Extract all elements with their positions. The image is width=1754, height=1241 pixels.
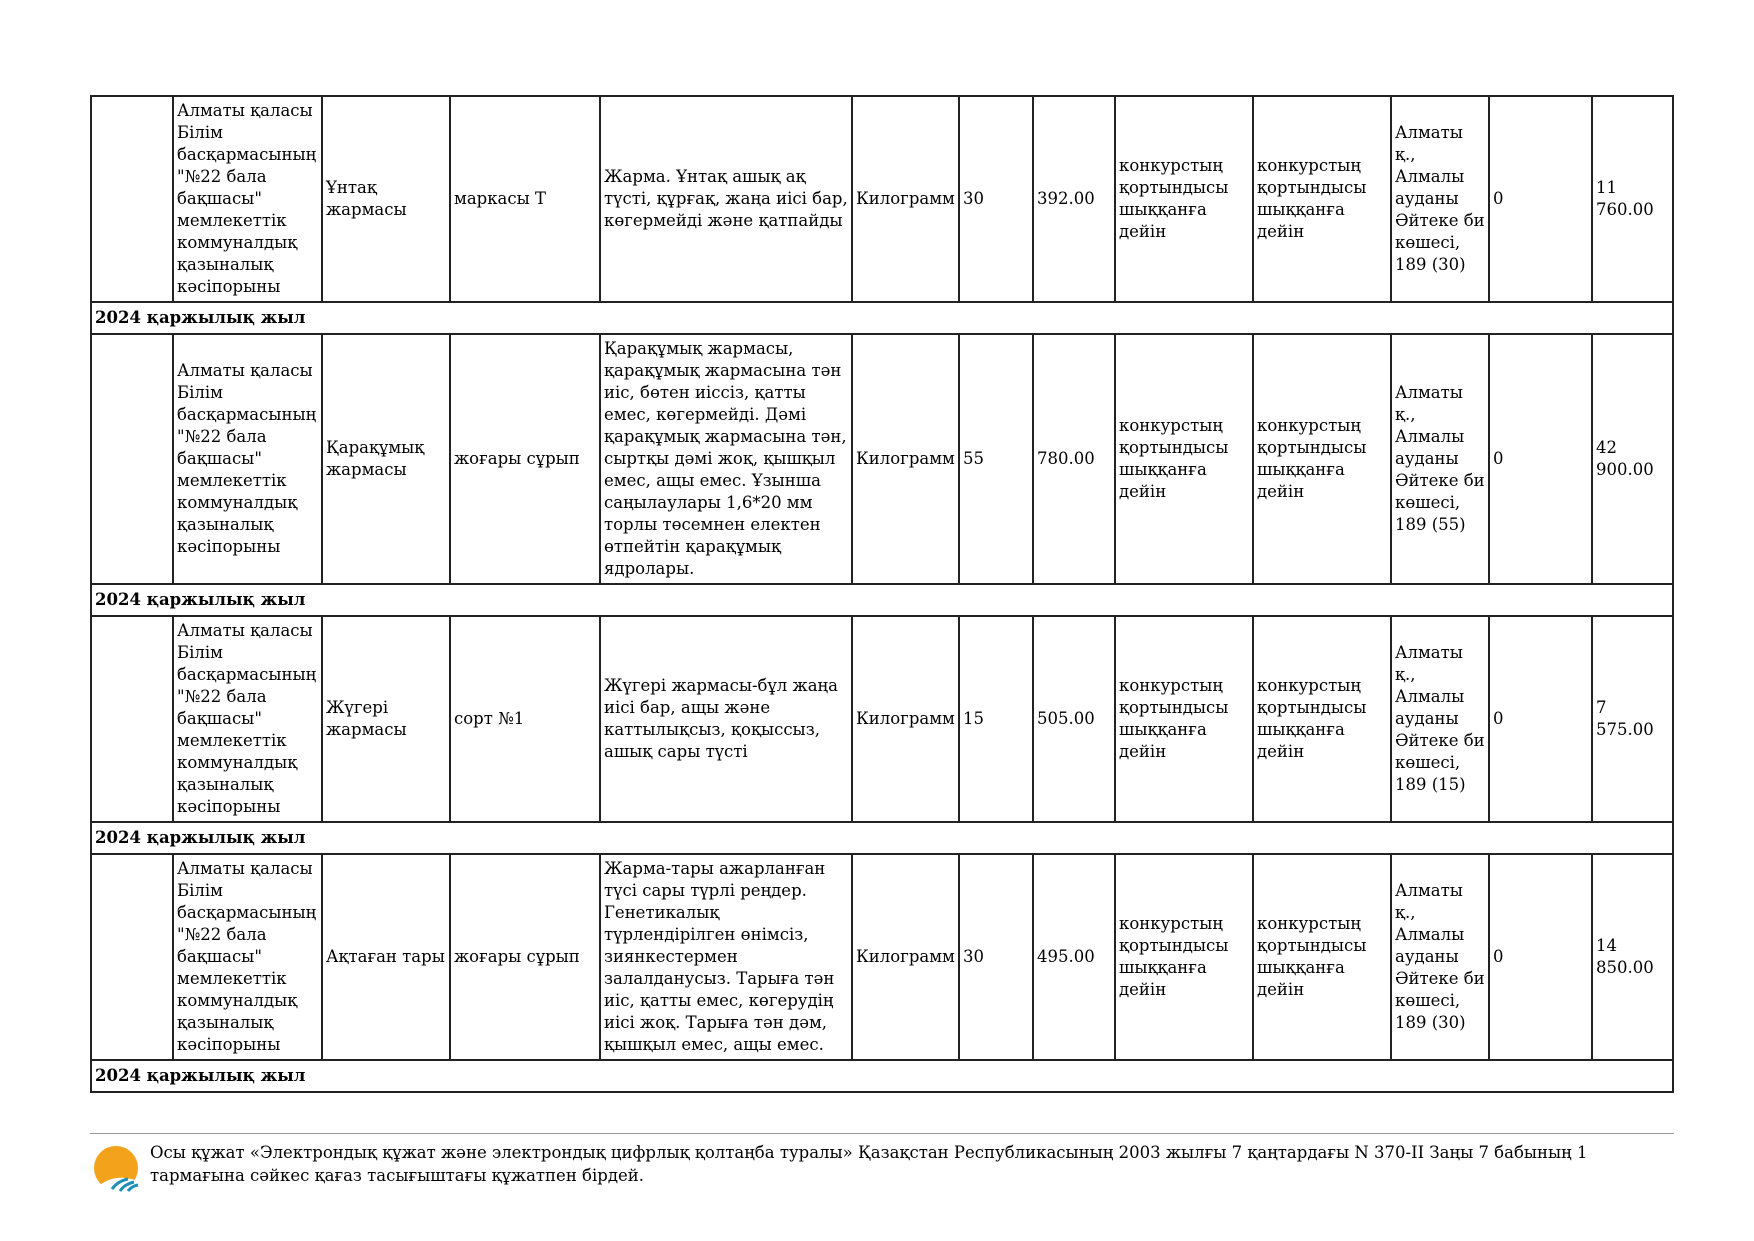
row-number-cell — [91, 854, 173, 1060]
term-cell: конкурстың қортындысы шыққанға дейін — [1115, 854, 1253, 1060]
advance-cell: 0 — [1489, 96, 1592, 302]
unit-cell: Килограмм — [852, 334, 959, 584]
delivery-term-cell: конкурстың қортындысы шыққанға дейін — [1253, 616, 1391, 822]
advance-cell: 0 — [1489, 854, 1592, 1060]
table-row — [91, 616, 1673, 822]
fiscal-year-label: 2024 қаржылық жыл — [91, 822, 1673, 854]
fiscal-year-label: 2024 қаржылық жыл — [91, 1060, 1673, 1092]
quantity-cell: 30 — [959, 96, 1033, 302]
egov-sun-logo-icon — [92, 1143, 142, 1193]
item-name-cell: Жүгері жармасы — [322, 616, 450, 822]
amount-cell: 42 900.00 — [1592, 334, 1673, 584]
delivery-term-cell: конкурстың қортындысы шыққанға дейін — [1253, 96, 1391, 302]
row-number-cell — [91, 334, 173, 584]
item-name-cell: Қарақұмық жармасы — [322, 334, 450, 584]
row-number-cell — [91, 616, 173, 822]
amount-cell: 7 575.00 — [1592, 616, 1673, 822]
quantity-cell: 30 — [959, 854, 1033, 1060]
advance-cell: 0 — [1489, 334, 1592, 584]
address-cell: Алматы қ., Алмалы ауданы Әйтеке би көшесі, 189 (30) — [1391, 854, 1489, 1060]
organization-cell: Алматы қаласы Білім басқармасының "№22 бала бақшасы" мемлекеттік коммуналдық қазыналық кәсіпорыны — [173, 334, 322, 584]
amount-cell: 14 850.00 — [1592, 854, 1673, 1060]
procurement-table — [90, 95, 1674, 1093]
footer-legal-text: Осы құжат «Электрондық құжат және электрондық цифрлық қолтаңба туралы» Қазақстан Республикасының 2003 жылғы 7 қаңтардағы N 370-II Заңы 7 бабының 1 тармағына сәйкес қағаз тасығыштағы құжатпен бірдей. — [150, 1143, 1588, 1185]
price-cell: 505.00 — [1033, 616, 1115, 822]
year-row — [91, 584, 1673, 616]
characteristic-cell: сорт №1 — [450, 616, 600, 822]
description-cell: Жүгері жармасы-бұл жаңа иісі бар, ащы және каттылықсыз, қоқыссыз, ашық сары түсті — [600, 616, 852, 822]
year-row — [91, 302, 1673, 334]
characteristic-cell: жоғары сұрып — [450, 854, 600, 1060]
quantity-cell: 55 — [959, 334, 1033, 584]
quantity-cell: 15 — [959, 616, 1033, 822]
fiscal-year-label: 2024 қаржылық жыл — [91, 584, 1673, 616]
year-row — [91, 1060, 1673, 1092]
address-cell: Алматы қ., Алмалы ауданы Әйтеке би көшесі, 189 (30) — [1391, 96, 1489, 302]
delivery-term-cell: конкурстың қортындысы шыққанға дейін — [1253, 854, 1391, 1060]
address-cell: Алматы қ., Алмалы ауданы Әйтеке би көшесі, 189 (15) — [1391, 616, 1489, 822]
unit-cell: Килограмм — [852, 96, 959, 302]
year-row — [91, 822, 1673, 854]
price-cell: 780.00 — [1033, 334, 1115, 584]
characteristic-cell: маркасы Т — [450, 96, 600, 302]
address-cell: Алматы қ., Алмалы ауданы Әйтеке би көшесі, 189 (55) — [1391, 334, 1489, 584]
description-cell: Жарма. Ұнтақ ашық ақ түсті, құрғақ, жаңа иісі бар, көгермейді және қатпайды — [600, 96, 852, 302]
advance-cell: 0 — [1489, 616, 1592, 822]
price-cell: 392.00 — [1033, 96, 1115, 302]
delivery-term-cell: конкурстың қортындысы шыққанға дейін — [1253, 334, 1391, 584]
item-name-cell: Ақтаған тары — [322, 854, 450, 1060]
characteristic-cell: жоғары сұрып — [450, 334, 600, 584]
unit-cell: Килограмм — [852, 854, 959, 1060]
item-name-cell: Ұнтақ жармасы — [322, 96, 450, 302]
organization-cell: Алматы қаласы Білім басқармасының "№22 бала бақшасы" мемлекеттік коммуналдық қазыналық кәсіпорыны — [173, 854, 322, 1060]
price-cell: 495.00 — [1033, 854, 1115, 1060]
term-cell: конкурстың қортындысы шыққанға дейін — [1115, 96, 1253, 302]
organization-cell: Алматы қаласы Білім басқармасының "№22 бала бақшасы" мемлекеттік коммуналдық қазыналық кәсіпорыны — [173, 616, 322, 822]
fiscal-year-label: 2024 қаржылық жыл — [91, 302, 1673, 334]
amount-cell: 11 760.00 — [1592, 96, 1673, 302]
term-cell: конкурстың қортындысы шыққанға дейін — [1115, 334, 1253, 584]
footer-divider — [90, 1133, 1674, 1134]
table-row — [91, 96, 1673, 302]
row-number-cell — [91, 96, 173, 302]
description-cell: Жарма-тары ажарланған түсі сары түрлі реңдер. Генетикалық түрлендірілген өнімсіз, зиянкестермен залалданусыз. Тарыға тән иіс, қатты емес, көгерудің иісі жоқ. Тарыға тән дәм, қышқыл емес, ащы емес. — [600, 854, 852, 1060]
organization-cell: Алматы қаласы Білім басқармасының "№22 бала бақшасы" мемлекеттік коммуналдық қазыналық кәсіпорыны — [173, 96, 322, 302]
unit-cell: Килограмм — [852, 616, 959, 822]
description-cell: Қарақұмық жармасы, қарақұмық жармасына тән иіс, бөтен иіссіз, қатты емес, көгермейді. Дәмі қарақұмық жармасына тән, сыртқы дәмі жоқ, қышқыл емес, ащы емес. Ұзынша саңылаулары 1,6*20 мм торлы төсемнен електен өтпейтін қарақұмық ядролары. — [600, 334, 852, 584]
table-row — [91, 854, 1673, 1060]
term-cell: конкурстың қортындысы шыққанға дейін — [1115, 616, 1253, 822]
table-row — [91, 334, 1673, 584]
footer — [92, 1141, 1672, 1193]
